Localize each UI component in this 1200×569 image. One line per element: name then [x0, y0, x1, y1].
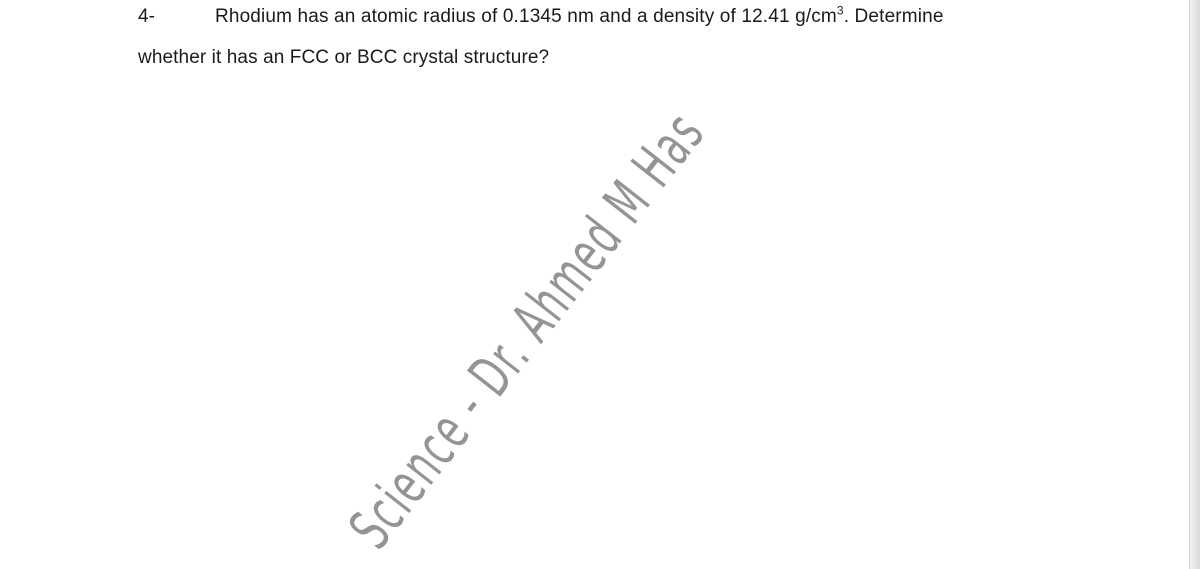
- question-number: 4-: [138, 6, 155, 27]
- unit-exponent: 3: [836, 3, 844, 18]
- page-edge-shadow: [1189, 0, 1200, 569]
- watermark: Science - Dr. Ahmed M Has: [336, 99, 718, 561]
- question-text-main: Rhodium has an atomic radius of 0.1345 nm and a density of 12.41 g/cm: [215, 6, 837, 27]
- question-text-line-1: [215, 3, 944, 28]
- question-text-line-2: whether it has an FCC or BCC crystal structure?: [138, 47, 550, 68]
- question-text-suffix: . Determine: [843, 6, 944, 27]
